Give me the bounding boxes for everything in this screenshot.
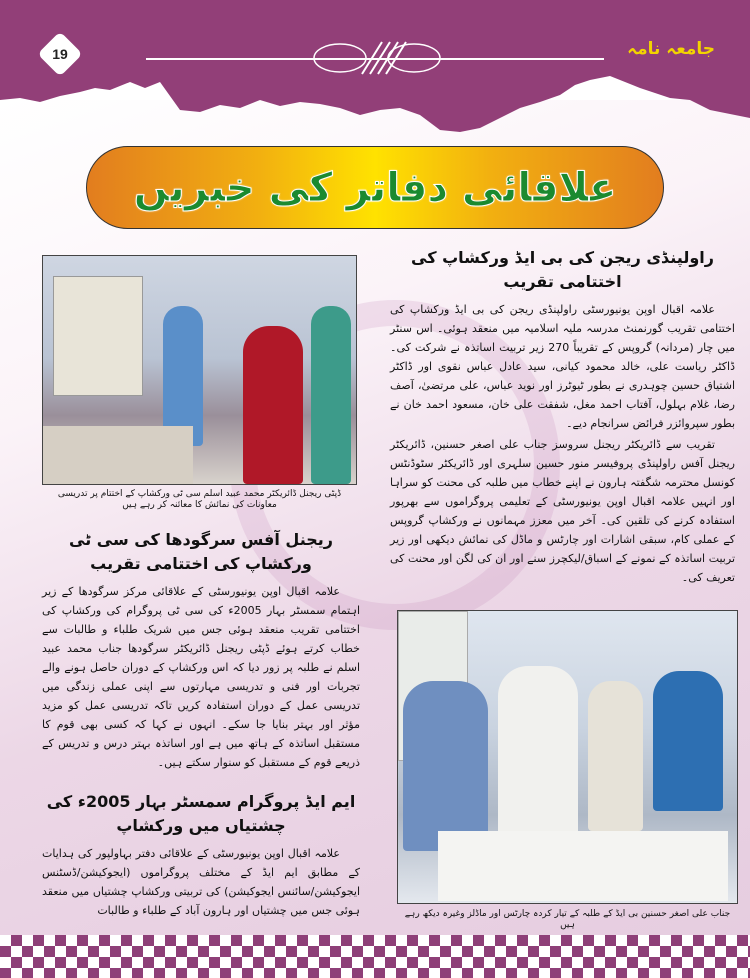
article-heading: ایم ایڈ پروگرام سمسٹر بہار 2005ء کی چشتیاں میں ورکشاپ [46, 792, 356, 835]
article-line: علامہ اقبال اوپن یونیورسٹی کے علاقائی دفتر بہاولپور کی ہدایات کے مطابق ایم [42, 847, 361, 879]
article-line: تاکہ تدریسی عمل کو مزید مؤثر اور بہتر بنایا جا سکے۔ انہوں نے کہا کہ کسی بھی قوم کا [42, 699, 360, 731]
flourish-ornament-icon [312, 38, 442, 82]
article-line: گروپس کے تقریباً 270 زیر تربیت اساتذہ نے شرکت کی۔ ڈاکٹر ریاست علی، خالد [390, 341, 735, 373]
article-line: مستقبل اساتذہ کے ہاتھ میں ہے اور اساتذہ بہتر درس و تدریس کے ذریعے قوم کے [42, 737, 360, 769]
article-line: طلباء و طالبات سے خطاب کرتے ہوئے ڈپٹی ریجنل ڈائریکٹر سرگودھا جناب محمد عبید [42, 623, 360, 655]
article-chishtian [42, 790, 360, 920]
article-paragraph [390, 300, 735, 433]
article-heading: راولپنڈی ریجن کی بی ایڈ ورکشاپ کی اختتامی تقریب [411, 248, 714, 291]
photo-caption: جناب علی اصغر حسنین بی ایڈ کے طلبہ کے تیار کردہ چارٹس اور ماڈلز وغیرہ دیکھ رہے ہیں [404, 909, 731, 930]
section-banner [86, 146, 664, 229]
article-paragraph [390, 435, 735, 587]
article-line: اپنے خطاب میں طلبہ کی محنت کو سراہا اور انہیں علامہ اقبال اوپن یونیورسٹی کے تعلیمی [390, 476, 735, 508]
torn-purple-band [0, 0, 750, 170]
article-line: محمود کیانی، سید عادل عباس نقوی اور ڈاکٹر اشتیاق حسین چوہدری نے بطور ٹیوٹرز اور [390, 360, 736, 392]
checkered-footer-border [0, 935, 750, 978]
article-line: پروگراموں سے بھرپور استفادہ کرنے کی تلقین کی۔ آخر میں معزز مہمانوں نے ورکشاپ [390, 495, 735, 527]
article-paragraph [42, 582, 360, 772]
article-line: ایڈ کے مختلف پروگراموں (ایجوکیشن/ڈسٹنس ایجوکیشن/سائنس ایجوکیشن) کی تربیتی [42, 866, 361, 898]
article-line: نوید عباس، علی مرتضیٰ، آصف رضا، غلام بہلول، آفتاب احمد مغل، شفقت علی خان، [390, 379, 735, 411]
page-header [0, 0, 750, 170]
article-line: تقریب سے ڈائریکٹر ریجنل سروسز جناب علی اصغر حسنین، ڈائریکٹر ریجنل آفس [390, 438, 735, 470]
magazine-title: جامعہ نامہ [627, 39, 715, 59]
article-line: علامہ اقبال اوپن یونیورسٹی کے علاقائی مرکز سرگودھا کے زیر اہتمام سمسٹر بہار [42, 585, 360, 617]
page-number-badge: 19 [37, 31, 82, 76]
article-line: مسعود احمد خان نے بطور سپروائزر فرائض سرانجام دیے۔ [390, 398, 735, 430]
photo-caption: ڈپٹی ریجنل ڈائریکٹر محمد عبید اسلم سی ٹی ورکشاپ کے اختتام پر تدریسی معاونات کی نمائش کا معائنہ کر رہے ہیں [57, 489, 342, 510]
article-line: علامہ اقبال اوپن یونیورسٹی راولپنڈی ریجن کی بی ایڈ ورکشاپ کی اختتامی [390, 303, 735, 335]
section-title: علاقائی دفاتر کی خبریں [133, 164, 617, 211]
charts-models-photo [397, 610, 738, 904]
left-column [42, 528, 360, 920]
article-line: اسلم نے طلبہ پر زور دیا کہ اس ورکشاپ کے دوران حاصل ہونے والے تجربات اور [42, 661, 360, 693]
article-line: فنی و تدریسی مہارتوں سے اپنی عملی زندگی میں تدریسی عمل کے دوران استفادہ کریں [42, 680, 361, 712]
article-line: اساتذہ کے نمونے کے اسباق/لیکچرز سنے اور ان کی لگن اور محنت کی تعریف کی۔ [390, 552, 735, 584]
article-line: راولپنڈی پروفیسر منور حسین سلہری اور ڈائریکٹر سٹوڈنٹس کونسل محترمہ شگفتہ ہارون نے [390, 457, 735, 489]
article-line: 2005ء کی سی ٹی پروگرام کی ورکشاپ کی اختتامی تقریب منعقد ہوئی جس میں شریک [42, 604, 360, 636]
article-heading: ریجنل آفس سرگودھا کی سی ٹی ورکشاپ کی اختتامی تقریب [69, 530, 333, 573]
article-paragraph [42, 844, 360, 920]
article-line: گروپس کے عملی کام، سبقی اشارات اور چارٹس و ماڈل کی نمائش دیکھی اور زیر تربیت [390, 514, 736, 565]
article-line: مستقبل کو سنوار سکتے ہیں۔ [157, 756, 296, 769]
article-line: ورکشاپ چشتیاں میں منعقد ہوئی جس میں چشتیاں اور ہارون آباد کے طلباء و طالبات [42, 885, 360, 917]
article-rawalpindi [390, 246, 735, 587]
article-line: تقریب گورنمنٹ مدرسہ ملیہ اسلامیہ میں منعقد ہوئی۔ اس سنٹر میں چار (مردانہ) [390, 322, 736, 354]
workshop-exhibition-photo [42, 255, 357, 485]
article-sargodha [42, 528, 360, 772]
